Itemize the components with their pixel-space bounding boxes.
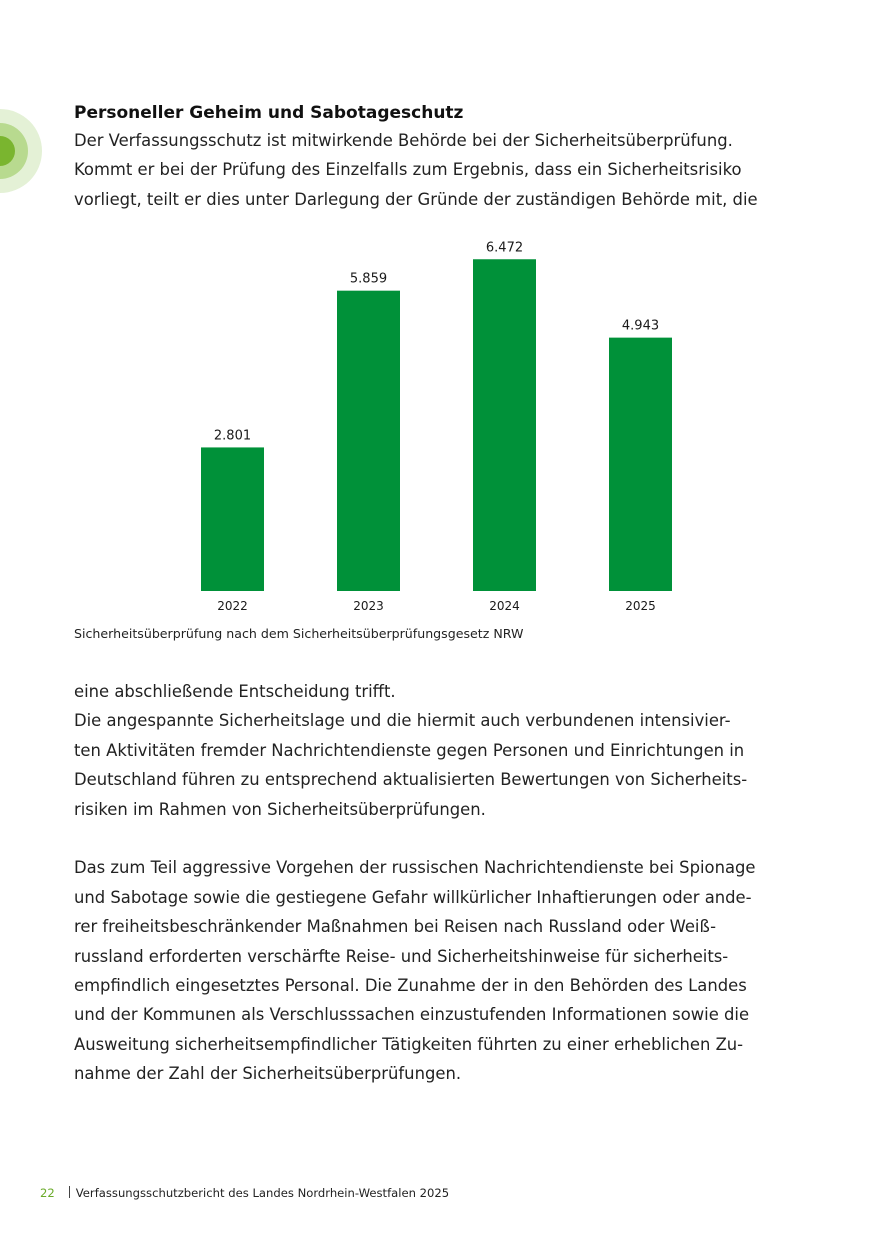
body-line: Die angespannte Sicherheitslage und die hiermit auch verbundenen intensivier- [74,711,731,731]
body-line: russland erforderten verschärfte Reise- und Sicherheitshinweise für sicherheits- [74,946,729,966]
body-line: und Sabotage sowie die gestiegene Gefahr willkürlicher Inhaftierungen oder ande- [74,887,752,907]
x-tick-label: 2023 [353,599,384,613]
body-text [74,677,756,1088]
body-line: und der Kommunen als Verschlusssachen einzustufenden Informationen sowie die [74,1005,750,1025]
intro-line: Kommt er bei der Prüfung des Einzelfalls zum Ergebnis, dass ein Sicherheitsrisiko [74,160,742,180]
page-number: 22 [40,1186,55,1200]
body-line: risiken im Rahmen von Sicherheitsüberprüfungen. [74,799,486,819]
body-line: nahme der Zahl der Sicherheitsüberprüfungen. [74,1064,462,1084]
bar-value-label: 2.801 [213,428,252,444]
bar-2024 [473,259,536,591]
page-footer [40,1185,449,1201]
bar-value-label: 5.859 [349,271,388,287]
bar-chart [0,230,875,620]
intro-paragraph [74,126,758,214]
intro-line: Der Verfassungsschutz ist mitwirkende Behörde bei der Sicherheitsüberprüfung. [74,131,733,150]
body-line: rer freiheitsbeschränkender Maßnahmen bei Reisen nach Russland oder Weiß- [74,917,717,937]
body-line: Das zum Teil aggressive Vorgehen der russischen Nachrichtendienste bei Spionage [74,858,756,878]
body-line: empfindlich eingesetztes Personal. Die Zunahme der in den Behörden des Landes [74,975,747,995]
chart-caption: Sicherheitsüberprüfung nach dem Sicherheitsüberprüfungsgesetz NRW [74,626,524,641]
body-line: Ausweitung sicherheitsempfindlicher Tätigkeiten führten zu einer erheblichen Zu- [74,1034,744,1054]
paragraph-spacer [74,824,756,853]
x-tick-label: 2025 [625,599,656,613]
bar-2023 [337,291,400,591]
footer-divider [69,1186,70,1198]
body-line: ten Aktivitäten fremder Nachrichtendienste gegen Personen und Einrichtungen in [74,740,745,760]
bar-value-label: 4.943 [621,318,660,334]
bar-value-label: 6.472 [485,240,524,256]
x-tick-label: 2022 [217,599,248,613]
body-line: eine abschließende Entscheidung trifft. [74,682,396,701]
x-tick-label: 2024 [489,599,520,613]
section-heading: Personeller Geheim und Sabotageschutz [74,103,464,123]
footer-title: Verfassungsschutzbericht des Landes Nordrhein-Westfalen 2025 [75,1186,450,1200]
bar-2025 [609,338,672,591]
bar-2022 [201,447,264,591]
intro-line: vorliegt, teilt er dies unter Darlegung der Gründe der zuständigen Behörde mit, die [74,189,758,209]
body-line: Deutschland führen zu entsprechend aktualisierten Bewertungen von Sicherheits- [74,770,748,790]
